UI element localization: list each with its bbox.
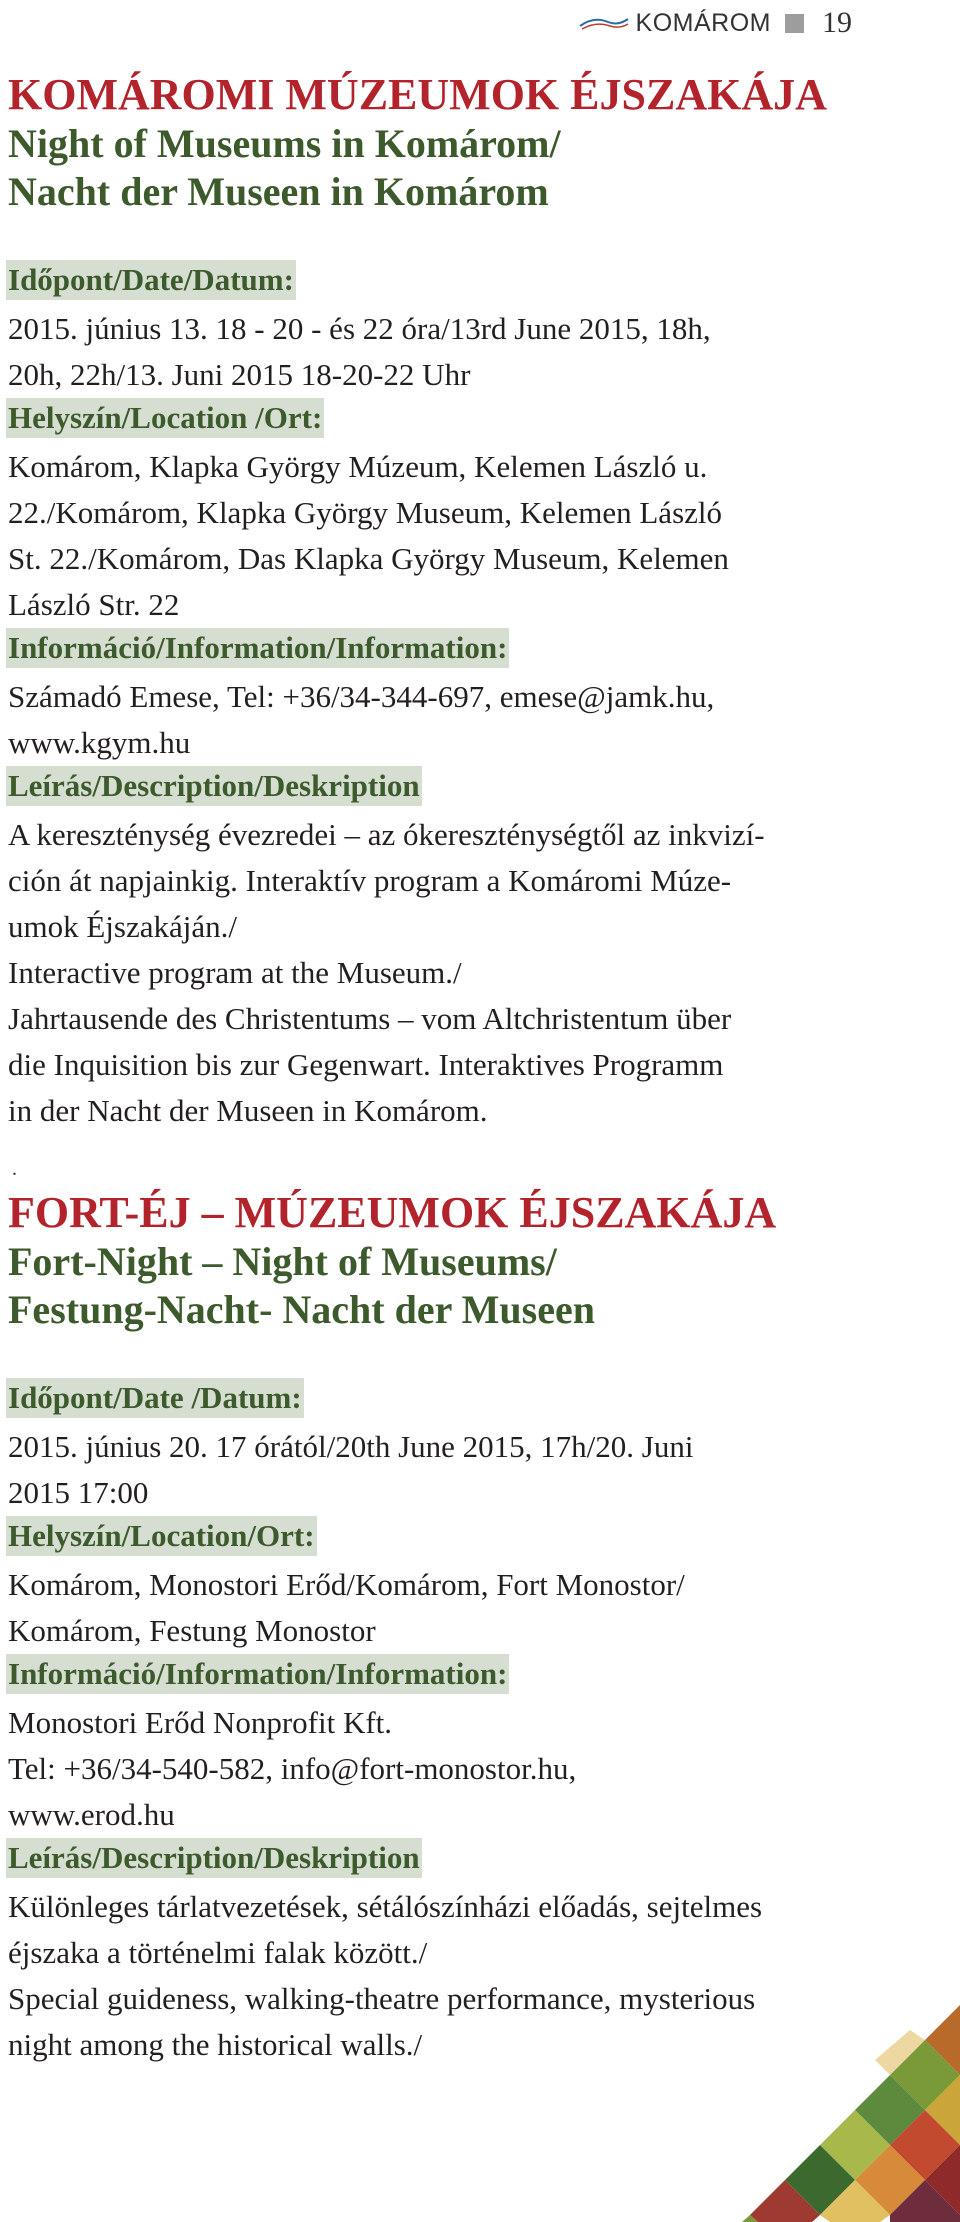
event2-title-hu: FORT-ÉJ – MÚZEUMOK ÉJSZAKÁJA bbox=[8, 1188, 777, 1237]
event1-location-line: László Str. 22 bbox=[8, 587, 180, 622]
event2-date-line: 2015. június 20. 17 órától/20th June 2015, 17h/20. Juni bbox=[8, 1429, 694, 1464]
event1-desc-line: Interactive program at the Museum./ bbox=[8, 955, 462, 990]
page-header bbox=[578, 6, 852, 40]
event1-location-line: 22./Komárom, Klapka György Museum, Kelemen László bbox=[8, 495, 722, 530]
separator-dot: . bbox=[12, 1158, 17, 1180]
event1-desc-line: in der Nacht der Museen in Komárom. bbox=[8, 1093, 488, 1128]
event1-desc-line: die Inquisition bis zur Gegenwart. Interaktives Programm bbox=[8, 1047, 724, 1082]
header-square bbox=[785, 14, 804, 33]
event2-info-line: www.erod.hu bbox=[8, 1797, 175, 1832]
event2-desc-line: éjszaka a történelmi falak között./ bbox=[8, 1935, 428, 1970]
event1-location-line: Komárom, Klapka György Múzeum, Kelemen László u. bbox=[8, 449, 708, 484]
event1-info-line: Számadó Emese, Tel: +36/34-344-697, emese@jamk.hu, bbox=[8, 679, 715, 714]
event2-title-de: Festung-Nacht- Nacht der Museen bbox=[8, 1287, 595, 1332]
event2-date-line: 2015 17:00 bbox=[8, 1475, 149, 1510]
event2-location-label: Helyszín/Location/Ort: bbox=[6, 1516, 317, 1556]
event2-location-line: Komárom, Monostori Erőd/Komárom, Fort Monostor/ bbox=[8, 1567, 685, 1602]
event1-info-label: Információ/Information/Information: bbox=[6, 628, 509, 668]
page-number: 19 bbox=[822, 6, 852, 39]
event2-info-line: Monostori Erőd Nonprofit Kft. bbox=[8, 1705, 393, 1740]
event2-date-label: Időpont/Date /Datum: bbox=[6, 1378, 304, 1418]
event1-desc-label: Leírás/Description/Deskription bbox=[6, 766, 422, 806]
event-fort-ej bbox=[8, 1188, 860, 2068]
event1-title-hu: KOMÁROMI MÚZEUMOK ÉJSZAKÁJA bbox=[8, 70, 827, 119]
event1-location-line: St. 22./Komárom, Das Klapka György Museum, Kelemen bbox=[8, 541, 729, 576]
event1-desc-line: Jahrtausende des Christentums – vom Altchristentum über bbox=[8, 1001, 732, 1036]
event1-title-de: Nacht der Museen in Komárom bbox=[8, 169, 549, 214]
event1-location-label: Helyszín/Location /Ort: bbox=[6, 398, 324, 438]
event1-title-en: Night of Museums in Komárom/ bbox=[8, 121, 561, 166]
event2-desc-line: night among the historical walls./ bbox=[8, 2027, 423, 2062]
event2-desc-line: Különleges tárlatvezetések, sétálószínházi előadás, sejtelmes bbox=[8, 1889, 763, 1924]
event2-desc-line: Special guideness, walking-theatre performance, mysterious bbox=[8, 1981, 756, 2016]
komarom-logo-icon bbox=[578, 13, 630, 33]
event1-date-line: 20h, 22h/13. Juni 2015 18-20-22 Uhr bbox=[8, 357, 471, 392]
event1-desc-line: A kereszténység évezredei – az ókereszténységtől az inkvizí- bbox=[8, 817, 765, 852]
event1-desc-line: umok Éjszakáján./ bbox=[8, 909, 237, 944]
event2-desc-label: Leírás/Description/Deskription bbox=[6, 1838, 422, 1878]
event2-info-label: Információ/Information/Information: bbox=[6, 1654, 509, 1694]
event1-info-line: www.kgym.hu bbox=[8, 725, 191, 760]
event1-date-line: 2015. június 13. 18 - 20 - és 22 óra/13rd June 2015, 18h, bbox=[8, 311, 711, 346]
event2-info-line: Tel: +36/34-540-582, info@fort-monostor.hu, bbox=[8, 1751, 577, 1786]
event2-title-en: Fort-Night – Night of Museums/ bbox=[8, 1239, 557, 1284]
event1-desc-line: ción át napjainkig. Interaktív program a Komáromi Múze- bbox=[8, 863, 732, 898]
event2-location-line: Komárom, Festung Monostor bbox=[8, 1613, 376, 1648]
event1-date-label: Időpont/Date/Datum: bbox=[6, 260, 296, 300]
header-brand: KOMÁROM bbox=[635, 8, 771, 37]
event-komaromi-muzeumok bbox=[8, 70, 860, 1134]
